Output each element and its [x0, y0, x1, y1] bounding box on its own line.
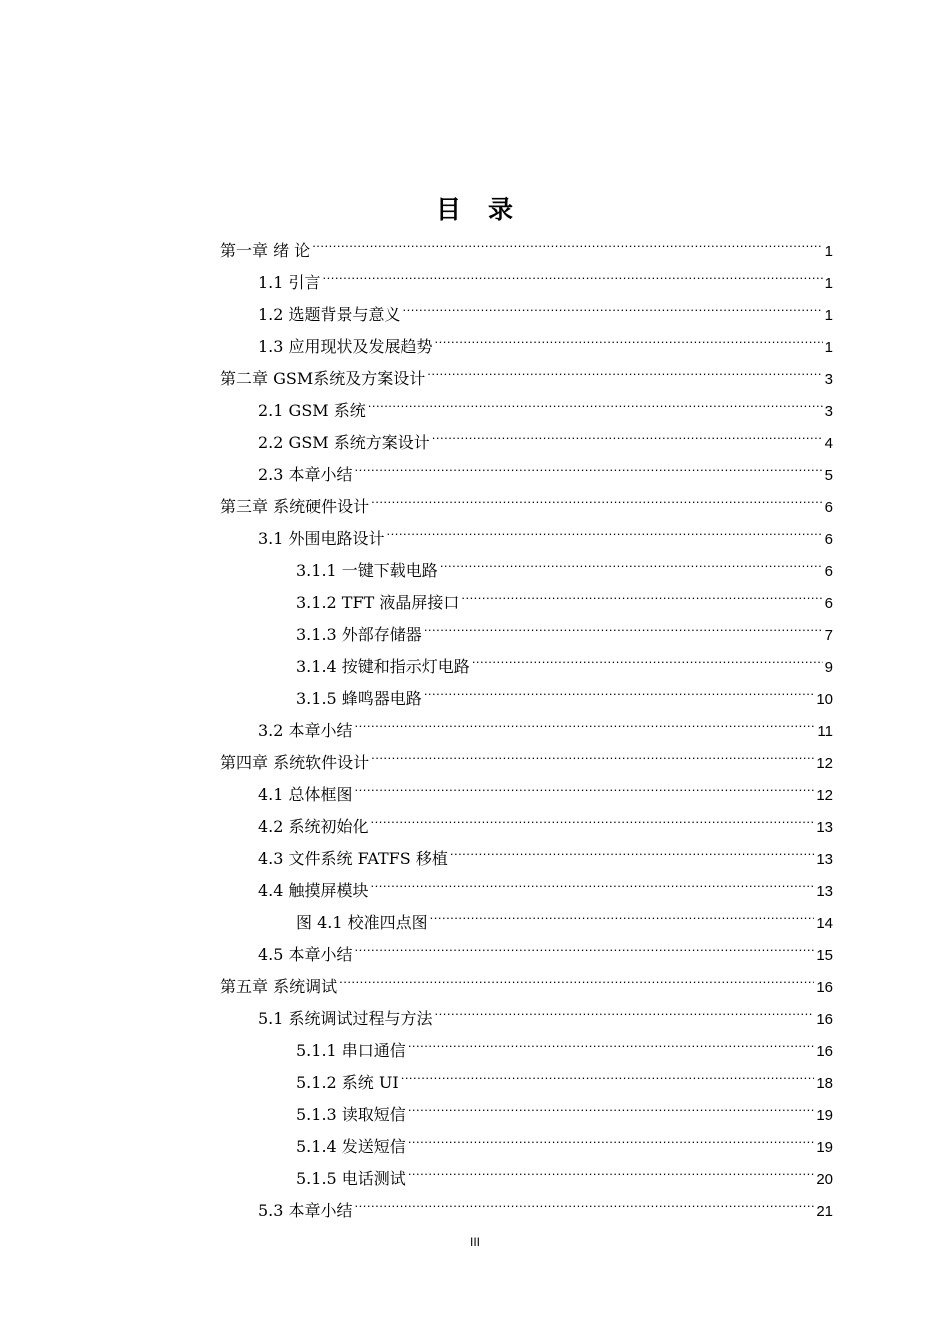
toc-leader-dots — [424, 610, 823, 640]
toc-entry-label: 2.1 GSM 系统 — [258, 401, 366, 420]
toc-entry-label: 4.1 总体框图 — [258, 785, 353, 804]
toc-leader-dots — [408, 1122, 815, 1152]
toc-entry-label: 5.1 系统调试过程与方法 — [258, 1009, 433, 1028]
toc-entry-label: 第二章 GSM系统及方案设计 — [220, 369, 426, 388]
toc-entry-page: 6 — [824, 595, 833, 612]
toc-leader-dots — [430, 898, 815, 928]
toc-entry-label: 1.1 引言 — [258, 273, 321, 292]
toc-leader-dots — [355, 450, 823, 480]
toc-leader-dots — [387, 514, 823, 544]
toc-entry-label: 3.1.1 一键下载电路 — [296, 561, 438, 580]
toc-entry-label: 4.5 本章小结 — [258, 945, 353, 964]
toc-entry-3-1[interactable] — [258, 514, 833, 548]
toc-entry-label: 5.1.1 串口通信 — [296, 1041, 406, 1060]
toc-entry-page: 12 — [816, 755, 833, 772]
toc-entry-label: 3.1.4 按键和指示灯电路 — [296, 657, 470, 676]
toc-leader-dots — [472, 642, 823, 672]
toc-entry-chapter-1[interactable] — [220, 226, 833, 260]
toc-leader-dots — [427, 354, 822, 384]
toc-entry-page: 20 — [816, 1171, 833, 1188]
toc-entry-figure-4-1[interactable] — [296, 898, 833, 932]
toc-entry-2-3[interactable] — [258, 450, 833, 484]
toc-entry-page: 1 — [824, 275, 833, 292]
toc-entry-page: 5 — [824, 467, 833, 484]
toc-entry-label: 5.1.5 电话测试 — [296, 1169, 406, 1188]
toc-entry-page: 6 — [824, 531, 833, 548]
toc-entry-label: 2.2 GSM 系统方案设计 — [258, 433, 430, 452]
toc-entry-label: 3.1.2 TFT 液晶屏接口 — [296, 593, 460, 612]
toc-leader-dots — [461, 578, 822, 608]
toc-entry-chapter-3[interactable] — [220, 482, 833, 516]
toc-entry-page: 3 — [824, 403, 833, 420]
toc-entry-label: 1.3 应用现状及发展趋势 — [258, 337, 433, 356]
toc-entry-3-1-3[interactable] — [296, 610, 833, 644]
toc-entry-label: 3.1 外围电路设计 — [258, 529, 385, 548]
toc-entry-page: 13 — [816, 883, 833, 900]
toc-entry-chapter-4[interactable] — [220, 738, 833, 772]
toc-entry-3-1-5[interactable] — [296, 674, 833, 708]
toc-entry-page: 1 — [824, 243, 833, 260]
toc-entry-label: 图 4.1 校准四点图 — [296, 913, 428, 932]
toc-entry-page: 16 — [816, 1043, 833, 1060]
toc-entry-page: 1 — [824, 307, 833, 324]
toc-leader-dots — [408, 1026, 815, 1056]
toc-entry-3-1-4[interactable] — [296, 642, 833, 676]
toc-entry-page: 19 — [816, 1107, 833, 1124]
toc-entry-1-2[interactable] — [258, 290, 833, 324]
toc-entry-chapter-5[interactable] — [220, 962, 833, 996]
toc-entry-page: 14 — [816, 915, 833, 932]
toc-entry-page: 15 — [816, 947, 833, 964]
toc-entry-label: 5.1.2 系统 UI — [296, 1073, 399, 1092]
toc-leader-dots — [355, 1186, 815, 1216]
toc-entry-2-1[interactable] — [258, 386, 833, 420]
toc-leader-dots — [450, 834, 814, 864]
toc-entry-4-3[interactable] — [258, 834, 833, 868]
toc-entry-page: 6 — [824, 499, 833, 516]
toc-entry-label: 5.1.4 发送短信 — [296, 1137, 406, 1156]
toc-entry-5-1-2[interactable] — [296, 1058, 833, 1092]
toc-entry-3-1-1[interactable] — [296, 546, 833, 580]
toc-entry-2-2[interactable] — [258, 418, 833, 452]
toc-entry-page: 3 — [824, 371, 833, 388]
toc-leader-dots — [371, 738, 814, 768]
toc-entry-3-2[interactable] — [258, 706, 833, 740]
toc-entry-label: 5.1.3 读取短信 — [296, 1105, 406, 1124]
toc-entry-1-1[interactable] — [258, 258, 833, 292]
toc-entry-page: 13 — [816, 851, 833, 868]
toc-entry-page: 21 — [816, 1203, 833, 1220]
toc-entry-page: 9 — [824, 659, 833, 676]
toc-entry-page: 18 — [816, 1075, 833, 1092]
toc-entry-page: 7 — [824, 627, 833, 644]
toc-leader-dots — [403, 290, 823, 320]
toc-entry-page: 19 — [816, 1139, 833, 1156]
toc-leader-dots — [371, 802, 815, 832]
toc-entry-5-1-5[interactable] — [296, 1154, 833, 1188]
toc-entry-label: 3.1.3 外部存储器 — [296, 625, 422, 644]
toc-entry-1-3[interactable] — [258, 322, 833, 356]
toc-entry-page: 1 — [824, 339, 833, 356]
toc-entry-page: 13 — [816, 819, 833, 836]
toc-leader-dots — [371, 866, 815, 896]
toc-entry-5-1-4[interactable] — [296, 1122, 833, 1156]
toc-entry-label: 4.3 文件系统 FATFS 移植 — [258, 849, 448, 868]
toc-entry-page: 12 — [816, 787, 833, 804]
toc-entry-label: 3.2 本章小结 — [258, 721, 353, 740]
page-number: III — [469, 1235, 480, 1249]
toc-entry-chapter-2[interactable] — [220, 354, 833, 388]
toc-entry-page: 4 — [824, 435, 833, 452]
toc-entry-page: 16 — [816, 979, 833, 996]
toc-leader-dots — [432, 418, 823, 448]
toc-leader-dots — [435, 994, 815, 1024]
toc-leader-dots — [368, 386, 823, 416]
toc-leader-dots — [424, 674, 815, 704]
toc-entry-label: 1.2 选题背景与意义 — [258, 305, 401, 324]
toc-leader-dots — [355, 706, 816, 736]
toc-entry-label: 第四章 系统软件设计 — [220, 753, 370, 772]
toc-entry-3-1-2[interactable] — [296, 578, 833, 612]
page-title: 目 录 — [435, 195, 514, 224]
toc-entry-4-5[interactable] — [258, 930, 833, 964]
toc-entry-page: 11 — [817, 723, 833, 740]
toc-entry-label: 2.3 本章小结 — [258, 465, 353, 484]
toc-entry-label: 4.4 触摸屏模块 — [258, 881, 369, 900]
toc-entry-label: 第三章 系统硬件设计 — [220, 497, 370, 516]
toc-leader-dots — [408, 1090, 815, 1120]
toc-entry-5-1[interactable] — [258, 994, 833, 1028]
toc-leader-dots — [323, 258, 823, 288]
toc-entry-5-1-3[interactable] — [296, 1090, 833, 1124]
toc-entry-label: 3.1.5 蜂鸣器电路 — [296, 689, 422, 708]
toc-leader-dots — [355, 770, 815, 800]
toc-entry-5-1-1[interactable] — [296, 1026, 833, 1060]
toc-entry-label: 5.3 本章小结 — [258, 1201, 353, 1220]
toc-entry-page: 10 — [816, 691, 833, 708]
toc-entry-label: 第一章 绪 论 — [220, 241, 311, 260]
toc-leader-dots — [408, 1154, 815, 1184]
toc-entry-page: 16 — [816, 1011, 833, 1028]
toc-entry-5-3[interactable] — [258, 1186, 833, 1220]
toc-entry-label: 4.2 系统初始化 — [258, 817, 369, 836]
toc-entry-4-4[interactable] — [258, 866, 833, 900]
toc-leader-dots — [401, 1058, 815, 1088]
toc-leader-dots — [355, 930, 815, 960]
toc-leader-dots — [435, 322, 823, 352]
toc-leader-dots — [371, 482, 823, 512]
toc-entry-4-2[interactable] — [258, 802, 833, 836]
toc-entry-page: 6 — [824, 563, 833, 580]
toc-leader-dots — [312, 226, 822, 256]
toc-leader-dots — [440, 546, 823, 576]
toc-entry-label: 第五章 系统调试 — [220, 977, 338, 996]
toc-entry-4-1[interactable] — [258, 770, 833, 804]
toc-leader-dots — [339, 962, 814, 992]
